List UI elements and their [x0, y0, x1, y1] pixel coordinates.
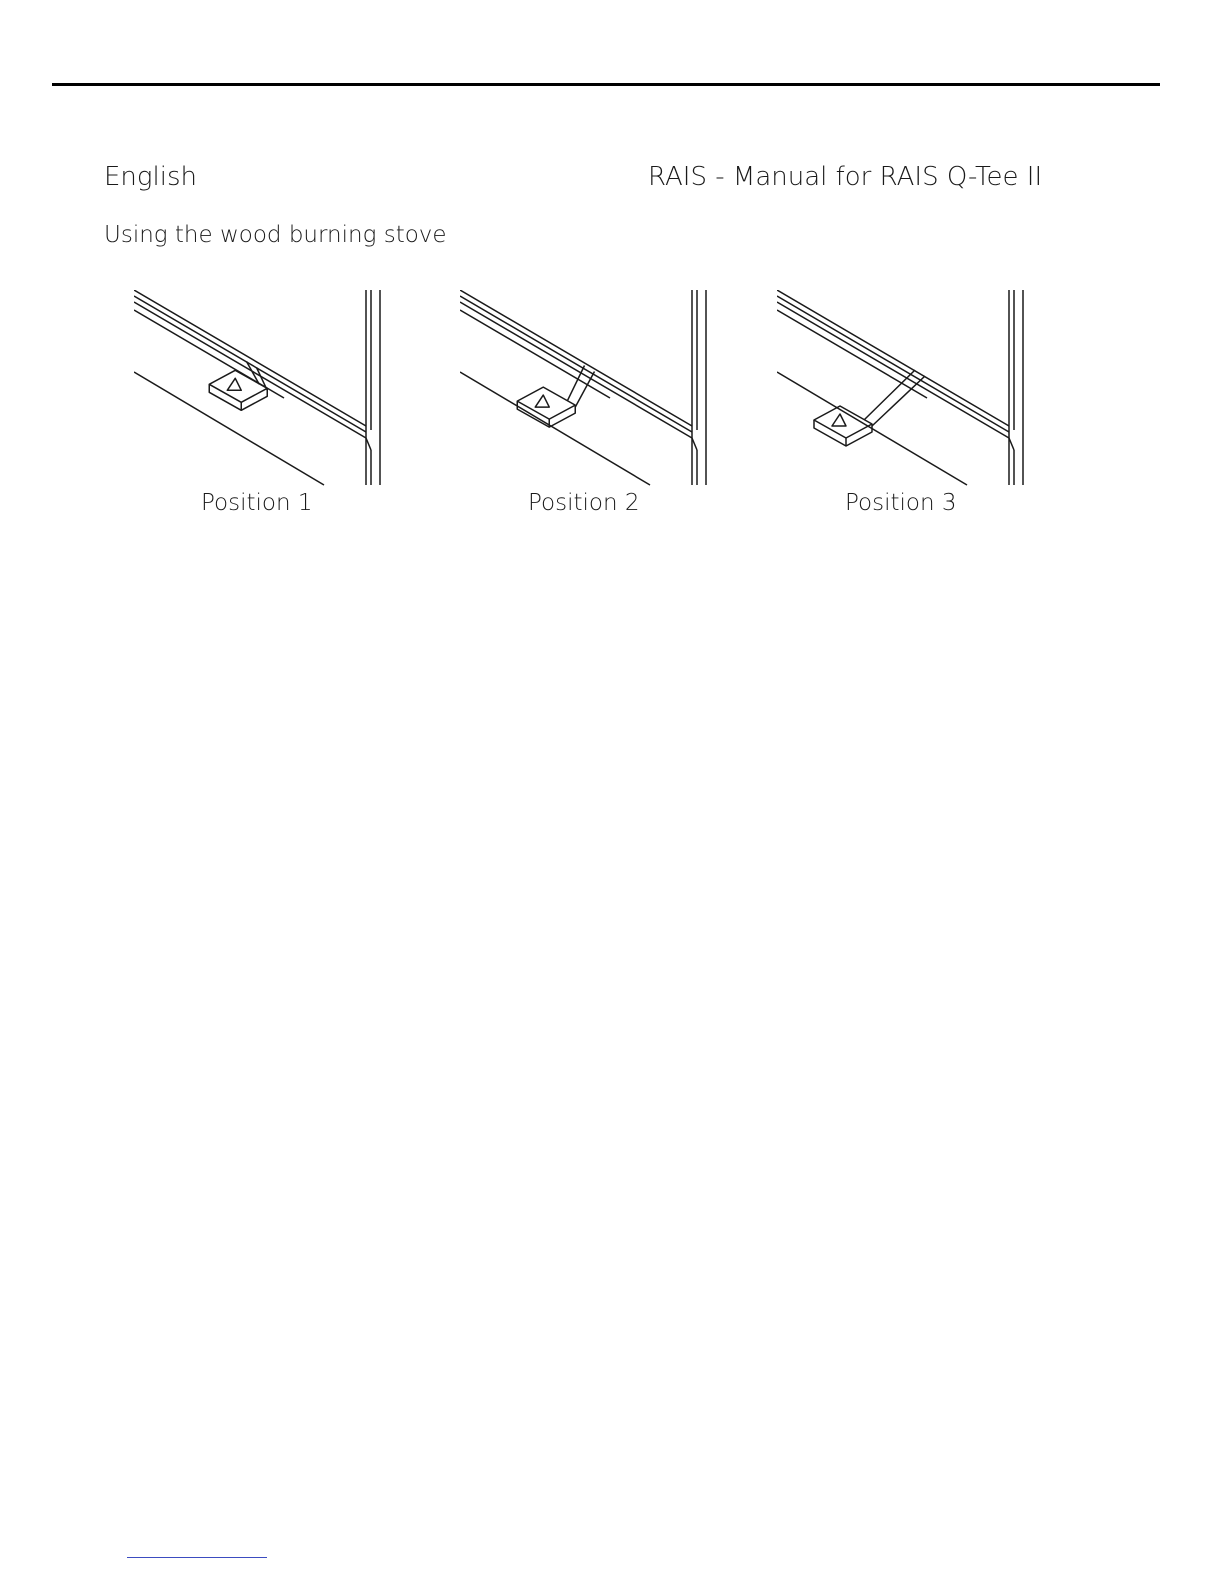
- rail-line: [460, 302, 692, 438]
- rail-line: [777, 296, 1009, 432]
- figure-position-1: [134, 290, 394, 490]
- stove-illustration: [134, 290, 394, 490]
- triangle-marker-icon: [832, 414, 846, 426]
- slider-stem-line: [864, 370, 915, 420]
- rail-line: [134, 302, 366, 438]
- triangle-marker-icon: [535, 395, 549, 407]
- rail-line: [777, 302, 1009, 438]
- footer-link-underline[interactable]: [127, 1557, 267, 1558]
- slider-stem-line: [872, 376, 925, 426]
- slider-side-face: [209, 384, 267, 410]
- section-title: Using the wood burning stove: [104, 222, 447, 248]
- figure-position-3: [777, 290, 1037, 490]
- stove-illustration: [460, 290, 720, 490]
- stove-illustration: [777, 290, 1037, 490]
- rail-line: [134, 296, 366, 432]
- slider-stem-line: [575, 372, 594, 408]
- triangle-marker-icon: [227, 378, 241, 390]
- figure-label-2: Position 2: [528, 490, 640, 516]
- manual-title: RAIS - Manual for RAIS Q-Tee II: [648, 162, 1043, 192]
- figure-position-2: [460, 290, 720, 490]
- language-label: English: [104, 162, 197, 192]
- header-rule: [52, 83, 1160, 86]
- figure-label-3: Position 3: [845, 490, 957, 516]
- plate-edge-line: [460, 372, 650, 485]
- figure-label-1: Position 1: [201, 490, 313, 516]
- air-slider-handle: [814, 370, 925, 446]
